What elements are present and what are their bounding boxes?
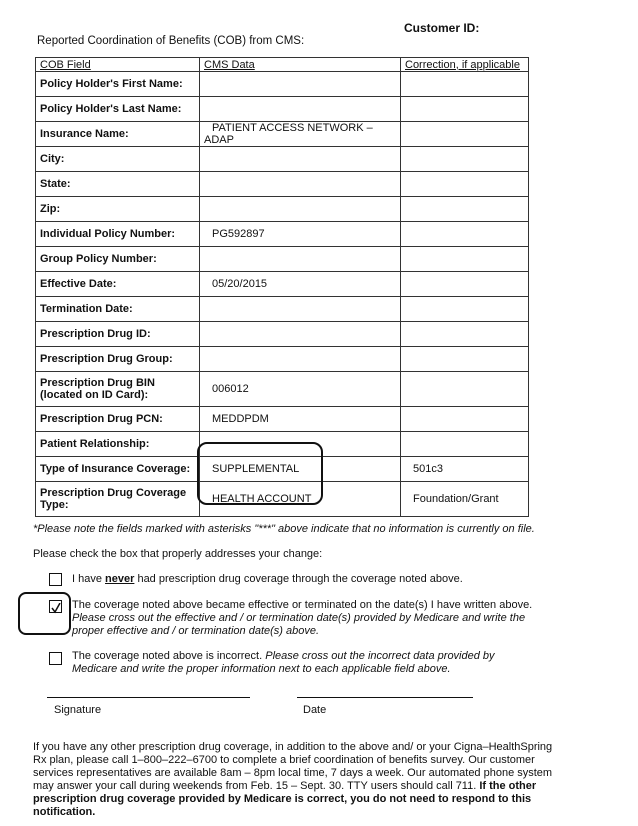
cms-data-cell-value	[204, 328, 212, 340]
table-row	[36, 347, 529, 372]
field-cell: Effective Date:	[36, 272, 200, 297]
correction-cell	[401, 482, 529, 517]
cms-data-cell-value: MEDDPDM	[212, 413, 269, 425]
table-header-row	[36, 58, 529, 72]
cms-data-cell	[200, 297, 401, 322]
correction-cell	[401, 322, 529, 347]
table-row	[36, 72, 529, 97]
footer-bold: If the other prescription drug coverage provided by Medicare is correct, you do not need to respond to this notification.	[33, 780, 537, 818]
column-header: CMS Data	[200, 58, 401, 72]
cms-data-cell-value	[204, 353, 212, 365]
table-row	[36, 247, 529, 272]
option-incorrect-checkbox[interactable]	[49, 652, 62, 665]
cms-data-cell	[200, 97, 401, 122]
cms-data-cell	[200, 407, 401, 432]
field-cell: Insurance Name:	[36, 122, 200, 147]
table-row	[36, 147, 529, 172]
correction-cell	[401, 222, 529, 247]
table-row	[36, 122, 529, 147]
cms-data-cell-value: 05/20/2015	[212, 278, 268, 290]
correction-cell	[401, 122, 529, 147]
cms-data-cell-value	[204, 178, 212, 190]
option-emphasis: never	[105, 573, 135, 585]
field-cell: Zip:	[36, 197, 200, 222]
correction-cell-value	[405, 328, 413, 340]
correction-cell	[401, 272, 529, 297]
cms-data-cell	[200, 372, 401, 407]
date-line	[297, 697, 473, 698]
table-row	[36, 372, 529, 407]
correction-cell-value: 501c3	[413, 463, 443, 475]
field-cell: Type of Insurance Coverage:	[36, 457, 200, 482]
field-cell: Termination Date:	[36, 297, 200, 322]
correction-cell-value	[405, 253, 413, 265]
field-cell: Prescription Drug ID:	[36, 322, 200, 347]
correction-cell	[401, 197, 529, 222]
table-row	[36, 322, 529, 347]
correction-cell	[401, 247, 529, 272]
cms-data-cell-value	[204, 203, 212, 215]
correction-cell	[401, 372, 529, 407]
cms-data-cell-value	[204, 253, 212, 265]
correction-cell-value	[405, 178, 413, 190]
annotation-circle	[197, 442, 323, 505]
cms-data-cell-value	[204, 303, 212, 315]
correction-cell	[401, 172, 529, 197]
customer-id-label: Customer ID:	[404, 21, 480, 35]
footer-text: If you have any other prescription drug coverage, in addition to the above and/ or your Cigna–HealthSpring Rx plan, please call 1–800–222–6700 to complete a brief coordination of benefits survey. Our customer services representatives are available 8am – 8pm local time, 7 days a week. Our automated phone system may answer your call during weekends from Feb. 15 – Sept. 30. TTY users should call 711.	[33, 741, 553, 792]
cms-data-cell-value	[204, 103, 212, 115]
option-text: The coverage noted above became effective or terminated on the date(s) I have written above.	[72, 599, 533, 611]
cms-data-cell-value	[204, 153, 212, 165]
correction-cell-value	[405, 353, 413, 365]
field-cell: Prescription Drug Coverage Type:	[36, 482, 200, 517]
cms-data-cell	[200, 172, 401, 197]
correction-cell-value	[405, 103, 413, 115]
cms-data-cell	[200, 122, 401, 147]
option-dates-text	[72, 599, 542, 638]
correction-cell-value	[405, 128, 413, 140]
correction-cell	[401, 457, 529, 482]
table-row	[36, 222, 529, 247]
field-cell: Policy Holder's First Name:	[36, 72, 200, 97]
asterisk-note: *Please note the fields marked with asterisks "***" above indicate that no information is currently on file.	[33, 523, 535, 535]
table-row	[36, 297, 529, 322]
signature-line	[47, 697, 250, 698]
field-cell: Group Policy Number:	[36, 247, 200, 272]
correction-cell	[401, 72, 529, 97]
correction-cell-value	[405, 303, 413, 315]
cms-data-cell-value: SUPPLEMENTAL	[212, 463, 300, 475]
option-text: had prescription drug coverage through the coverage noted above.	[134, 573, 463, 585]
field-cell: Individual Policy Number:	[36, 222, 200, 247]
option-incorrect-text	[72, 650, 542, 676]
table-row	[36, 197, 529, 222]
option-italic: Please cross out the incorrect data provided by Medicare and write the proper information next to each applicable field above.	[72, 650, 495, 675]
correction-cell	[401, 432, 529, 457]
field-cell: Prescription Drug Group:	[36, 347, 200, 372]
correction-cell	[401, 407, 529, 432]
footer-paragraph	[33, 741, 553, 819]
field-cell: Patient Relationship:	[36, 432, 200, 457]
cms-data-cell-value: HEALTH ACCOUNT	[212, 493, 312, 505]
column-header: COB Field	[36, 58, 200, 72]
field-cell: City:	[36, 147, 200, 172]
correction-cell-value	[405, 203, 413, 215]
option-italic: Please cross out the effective and / or termination date(s) provided by Medicare and write the proper effective and / or termination date(s) above.	[72, 612, 526, 637]
column-header: Correction, if applicable	[401, 58, 529, 72]
option-never-text	[72, 573, 532, 586]
table-row	[36, 407, 529, 432]
correction-cell-value	[405, 383, 413, 395]
date-label: Date	[303, 704, 327, 716]
annotation-circle	[18, 592, 71, 635]
cms-data-cell	[200, 147, 401, 172]
field-cell: State:	[36, 172, 200, 197]
correction-cell-value	[405, 278, 413, 290]
field-cell: Prescription Drug BIN (located on ID Card):	[36, 372, 200, 407]
field-cell: Prescription Drug PCN:	[36, 407, 200, 432]
cms-data-cell	[200, 247, 401, 272]
table-row	[36, 97, 529, 122]
correction-cell-value: Foundation/Grant	[413, 493, 499, 505]
correction-cell	[401, 347, 529, 372]
intro-text: Reported Coordination of Benefits (COB) from CMS:	[37, 35, 305, 47]
correction-cell	[401, 147, 529, 172]
cms-data-cell	[200, 197, 401, 222]
correction-cell-value	[405, 438, 413, 450]
correction-cell	[401, 97, 529, 122]
correction-cell-value	[405, 228, 413, 240]
cms-data-cell	[200, 222, 401, 247]
option-text: I have	[72, 573, 106, 585]
cms-data-cell-value: PG592897	[212, 228, 265, 240]
cms-data-cell	[200, 322, 401, 347]
field-cell: Policy Holder's Last Name:	[36, 97, 200, 122]
cms-data-cell	[200, 347, 401, 372]
cms-data-cell-value: 006012	[212, 383, 249, 395]
correction-cell	[401, 297, 529, 322]
cms-data-cell-value	[204, 78, 212, 90]
correction-cell-value	[405, 78, 413, 90]
table-row	[36, 272, 529, 297]
cms-data-cell	[200, 72, 401, 97]
cms-data-cell-value: PATIENT ACCESS NETWORK – ADAP	[204, 122, 373, 146]
correction-cell-value	[405, 153, 413, 165]
option-never-checkbox[interactable]	[49, 573, 62, 586]
correction-cell-value	[405, 413, 413, 425]
check-instruction: Please check the box that properly addresses your change:	[33, 548, 323, 560]
table-row	[36, 172, 529, 197]
cms-data-cell	[200, 272, 401, 297]
option-text: The coverage noted above is incorrect.	[72, 650, 266, 662]
signature-label: Signature	[54, 704, 102, 716]
